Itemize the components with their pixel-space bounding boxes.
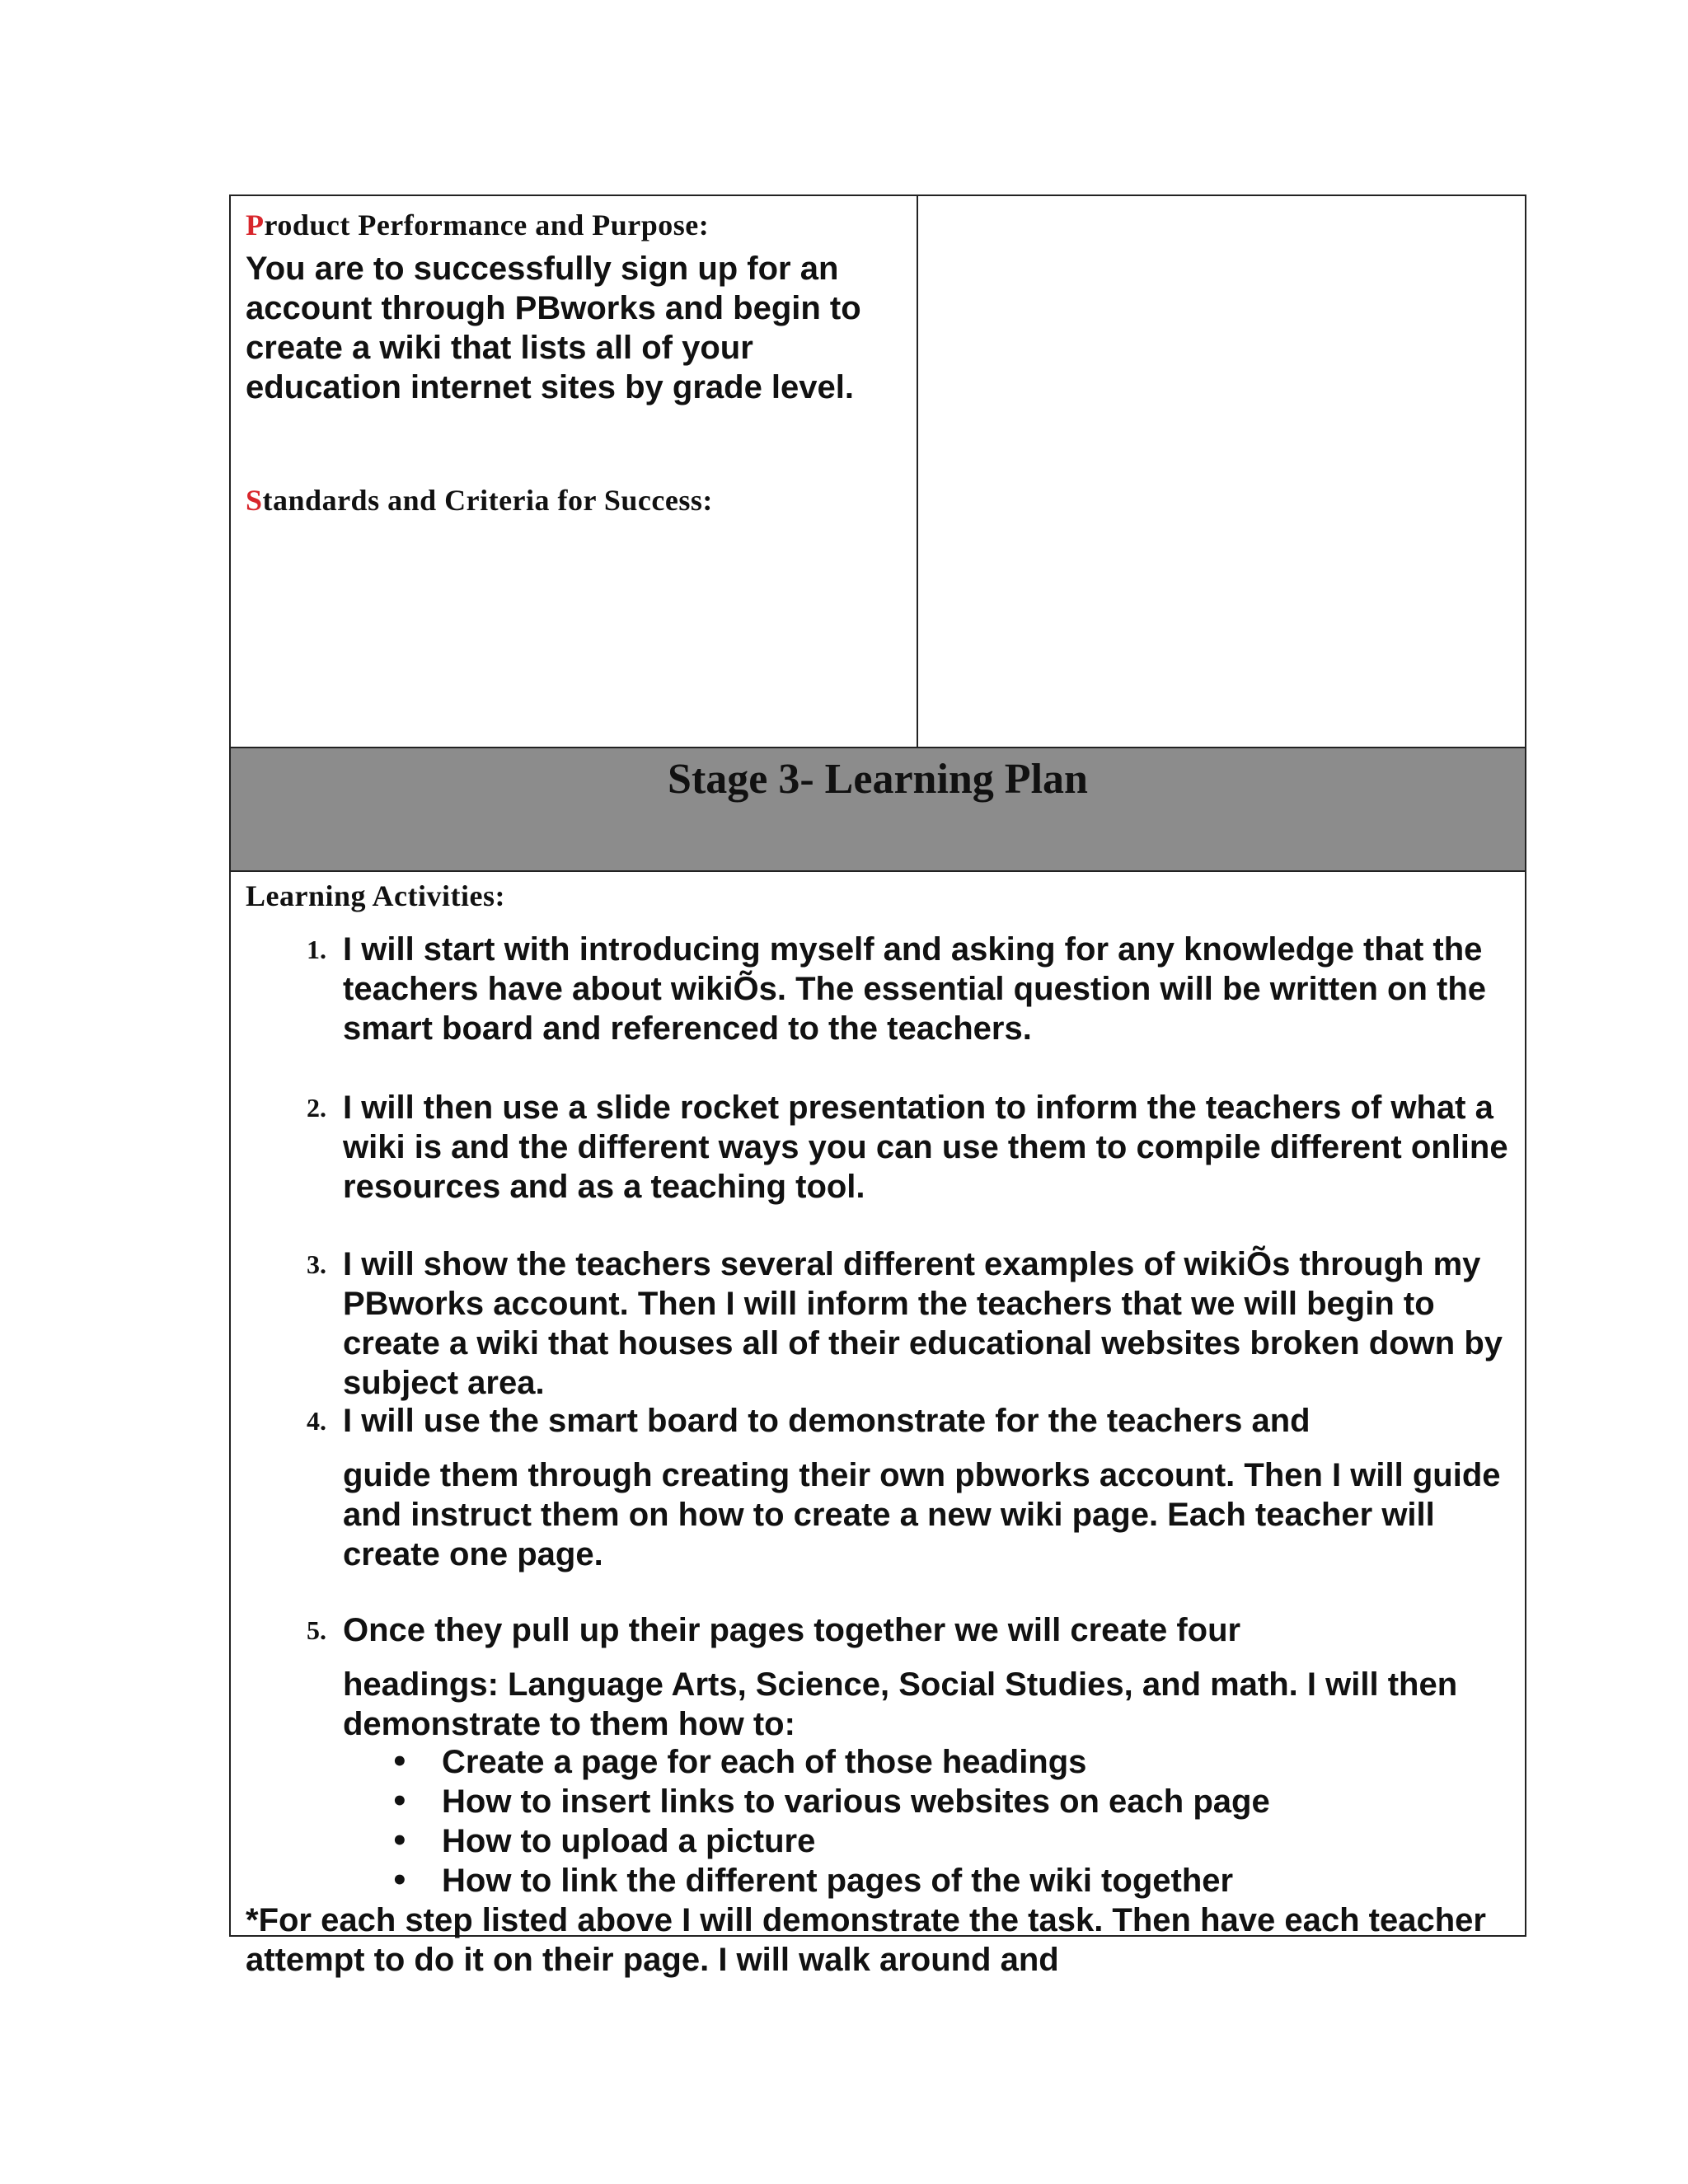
product-heading-text: roduct Performance and Purpose: <box>264 209 710 241</box>
standards-heading-initial: S <box>246 484 263 517</box>
activity-text: I will show the teachers several different examples of wikiÕs through my PBworks account. Then I will inform the teachers that we will begin to create a wiki that houses all of their educational websites broken down by subject area. <box>343 1246 1503 1401</box>
bullet-icon: • <box>391 1864 409 1897</box>
stage-header-row <box>231 748 1525 872</box>
bullet-icon: • <box>391 1825 409 1858</box>
activity-number: 5. <box>307 1615 326 1645</box>
bullet-text: How to upload a picture <box>442 1823 816 1859</box>
activity-number: 4. <box>307 1406 326 1436</box>
product-text: You are to successfully sign up for an account through PBworks and begin to create a wiki that lists all of your education internet sites by grade level. <box>246 251 861 405</box>
standards-heading-text: tandards and Criteria for Success: <box>262 484 713 517</box>
activity-text: I will then use a slide rocket presentation to inform the teachers of what a wiki is and the different ways you can use them to compile different online resources and as a teaching tool. <box>343 1090 1508 1205</box>
bullet-text: How to insert links to various websites on each page <box>442 1783 1270 1820</box>
bullet-icon: • <box>391 1785 409 1818</box>
activity-note: *For each step listed above I will demonstrate the task. Then have each teacher attempt to do it on their page. I will walk around and <box>246 1902 1486 1978</box>
standards-heading <box>246 483 713 518</box>
lesson-plan-table <box>229 194 1526 1978</box>
activity-number: 1. <box>307 935 326 964</box>
empty-cell <box>918 196 1525 747</box>
stage-title: Stage 3- Learning Plan <box>668 756 1088 803</box>
activity-text: headings: Language Arts, Science, Social Studies, and math. I will then demonstrate to them how to: <box>343 1666 1458 1742</box>
activity-text: I will start with introducing myself and asking for any knowledge that the teachers have about wikiÕs. The essential question will be written on the smart board and referenced to the teachers. <box>343 931 1486 1047</box>
product-cell <box>231 196 918 747</box>
activity-text: guide them through creating their own pbworks account. Then I will guide and instruct them on how to create a new wiki page. Each teacher will create one page. <box>343 1457 1501 1572</box>
activity-number: 3. <box>307 1249 326 1279</box>
product-heading <box>246 208 709 242</box>
activity-text-first-line: Once they pull up their pages together we will create four <box>343 1612 1241 1648</box>
bullet-text: How to link the different pages of the wiki together <box>442 1863 1234 1899</box>
activity-number: 2. <box>307 1093 326 1122</box>
product-heading-initial: P <box>246 209 265 241</box>
activity-text-first-line: I will use the smart board to demonstrate for the teachers and <box>343 1403 1311 1439</box>
learning-activities-cell <box>231 872 1525 1978</box>
learning-activities-heading: Learning Activities: <box>246 879 505 912</box>
bullet-icon: • <box>391 1746 409 1779</box>
bullet-text: Create a page for each of those headings <box>442 1744 1087 1780</box>
product-standards-row <box>231 196 1525 748</box>
